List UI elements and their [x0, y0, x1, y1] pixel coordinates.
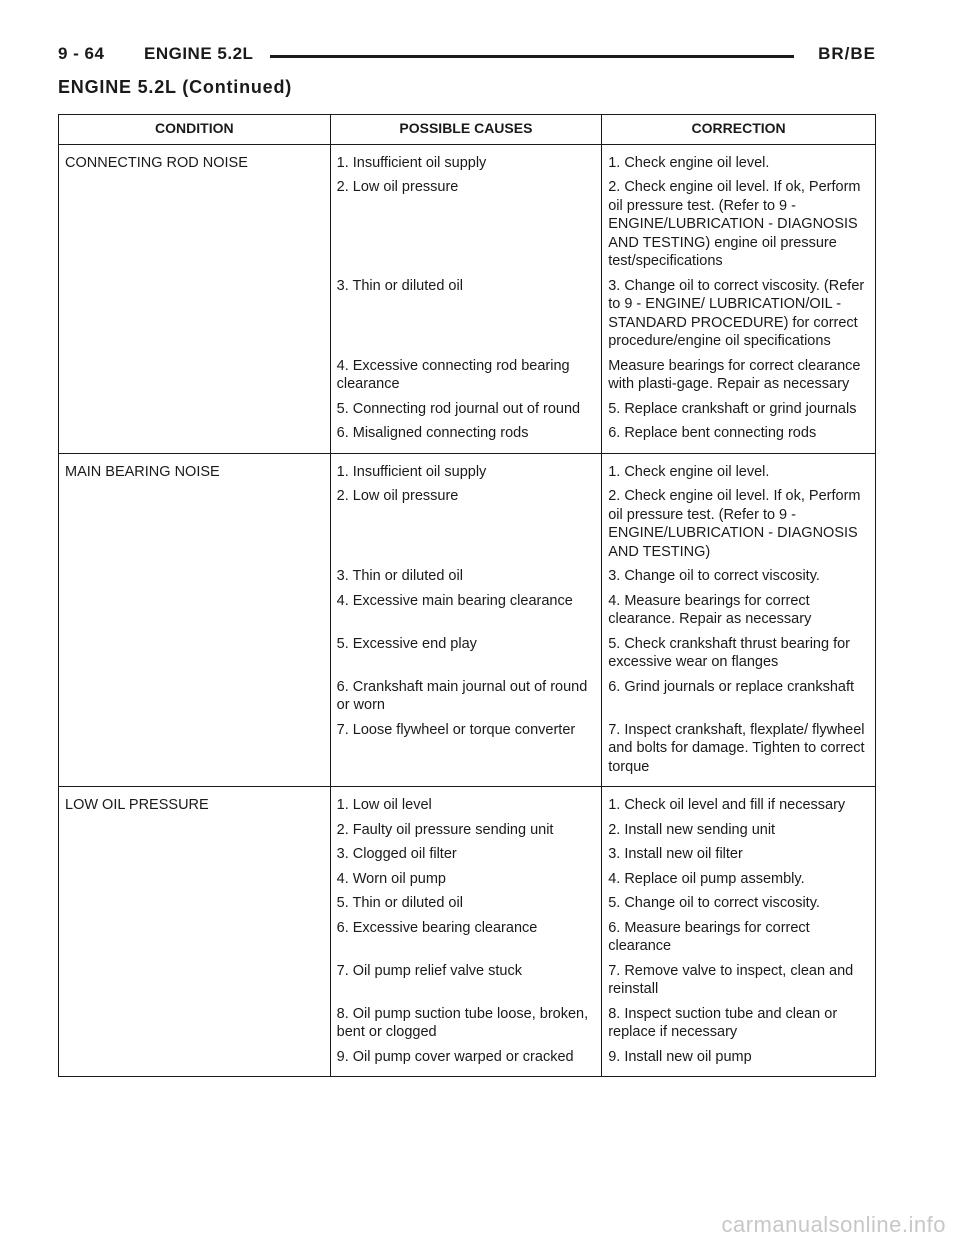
correction-cell: 7. Inspect crankshaft, flexplate/ flywheel and bolts for damage. Tighten to correct torque	[602, 718, 876, 787]
cause-cell: 3. Thin or diluted oil	[330, 564, 602, 589]
correction-cell: 1. Check oil level and fill if necessary	[602, 787, 876, 818]
condition-cell	[59, 175, 331, 274]
condition-cell: MAIN BEARING NOISE	[59, 453, 331, 484]
cause-cell: 4. Worn oil pump	[330, 867, 602, 892]
correction-cell: 2. Check engine oil level. If ok, Perform oil pressure test. (Refer to 9 - ENGINE/LUBRICATION - DIAGNOSIS AND TESTING)	[602, 484, 876, 564]
condition-cell	[59, 718, 331, 787]
correction-cell: 4. Measure bearings for correct clearance. Repair as necessary	[602, 589, 876, 632]
page-header	[58, 44, 876, 74]
watermark: carmanualsonline.info	[721, 1212, 946, 1237]
correction-cell: 5. Check crankshaft thrust bearing for excessive wear on flanges	[602, 632, 876, 675]
correction-cell: 9. Install new oil pump	[602, 1045, 876, 1077]
table-row	[59, 632, 876, 675]
condition-cell	[59, 818, 331, 843]
condition-cell	[59, 421, 331, 453]
cause-cell: 9. Oil pump cover warped or cracked	[330, 1045, 602, 1077]
column-header-causes: POSSIBLE CAUSES	[330, 115, 602, 145]
correction-cell: 3. Install new oil filter	[602, 842, 876, 867]
condition-cell	[59, 916, 331, 959]
condition-cell	[59, 867, 331, 892]
table-row	[59, 175, 876, 274]
table-row	[59, 675, 876, 718]
correction-cell: 1. Check engine oil level.	[602, 144, 876, 175]
diagnosis-table	[58, 114, 876, 1077]
condition-cell	[59, 842, 331, 867]
cause-cell: 5. Excessive end play	[330, 632, 602, 675]
cause-cell: 5. Thin or diluted oil	[330, 891, 602, 916]
table-row	[59, 354, 876, 397]
correction-cell: 6. Measure bearings for correct clearance	[602, 916, 876, 959]
condition-cell	[59, 675, 331, 718]
correction-cell: Measure bearings for correct clearance with plasti-gage. Repair as necessary	[602, 354, 876, 397]
column-header-correction: CORRECTION	[602, 115, 876, 145]
condition-cell	[59, 959, 331, 1002]
table-row	[59, 787, 876, 818]
correction-cell: 3. Change oil to correct viscosity. (Refer to 9 - ENGINE/ LUBRICATION/OIL - STANDARD PROCEDURE) for correct procedure/engine oil specifications	[602, 274, 876, 354]
condition-cell: LOW OIL PRESSURE	[59, 787, 331, 818]
cause-cell: 5. Connecting rod journal out of round	[330, 397, 602, 422]
cause-cell: 7. Loose flywheel or torque converter	[330, 718, 602, 787]
correction-cell: 2. Install new sending unit	[602, 818, 876, 843]
condition-cell	[59, 397, 331, 422]
page-number: 9 - 64	[58, 44, 105, 63]
header-rule	[270, 55, 794, 58]
condition-cell	[59, 589, 331, 632]
correction-cell: 8. Inspect suction tube and clean or replace if necessary	[602, 1002, 876, 1045]
table-row	[59, 1045, 876, 1077]
cause-cell: 7. Oil pump relief valve stuck	[330, 959, 602, 1002]
condition-cell	[59, 632, 331, 675]
table-row	[59, 891, 876, 916]
correction-cell: 6. Replace bent connecting rods	[602, 421, 876, 453]
table-row	[59, 718, 876, 787]
condition-cell	[59, 484, 331, 564]
table-row	[59, 1002, 876, 1045]
correction-cell: 6. Grind journals or replace crankshaft	[602, 675, 876, 718]
cause-cell: 1. Insufficient oil supply	[330, 144, 602, 175]
condition-cell	[59, 891, 331, 916]
table-row	[59, 274, 876, 354]
table-row	[59, 867, 876, 892]
cause-cell: 2. Low oil pressure	[330, 175, 602, 274]
cause-cell: 4. Excessive connecting rod bearing clearance	[330, 354, 602, 397]
correction-cell: 5. Change oil to correct viscosity.	[602, 891, 876, 916]
cause-cell: 1. Low oil level	[330, 787, 602, 818]
cause-cell: 3. Thin or diluted oil	[330, 274, 602, 354]
table-row	[59, 421, 876, 453]
table-header-row	[59, 115, 876, 145]
condition-cell	[59, 564, 331, 589]
correction-cell: 2. Check engine oil level. If ok, Perform oil pressure test. (Refer to 9 - ENGINE/LUBRICATION - DIAGNOSIS AND TESTING) engine oil pressure test/specifications	[602, 175, 876, 274]
table-body	[59, 144, 876, 1077]
cause-cell: 1. Insufficient oil supply	[330, 453, 602, 484]
correction-cell: 7. Remove valve to inspect, clean and reinstall	[602, 959, 876, 1002]
cause-cell: 6. Crankshaft main journal out of round or worn	[330, 675, 602, 718]
correction-cell: 4. Replace oil pump assembly.	[602, 867, 876, 892]
table-row	[59, 484, 876, 564]
table-row	[59, 589, 876, 632]
table-row	[59, 842, 876, 867]
cause-cell: 6. Misaligned connecting rods	[330, 421, 602, 453]
table-row	[59, 144, 876, 175]
cause-cell: 4. Excessive main bearing clearance	[330, 589, 602, 632]
condition-cell	[59, 1002, 331, 1045]
cause-cell: 3. Clogged oil filter	[330, 842, 602, 867]
cause-cell: 6. Excessive bearing clearance	[330, 916, 602, 959]
cause-cell: 8. Oil pump suction tube loose, broken, bent or clogged	[330, 1002, 602, 1045]
cause-cell: 2. Faulty oil pressure sending unit	[330, 818, 602, 843]
column-header-condition: CONDITION	[59, 115, 331, 145]
table-row	[59, 397, 876, 422]
table-row	[59, 916, 876, 959]
condition-cell	[59, 1045, 331, 1077]
table-row	[59, 818, 876, 843]
table-row	[59, 564, 876, 589]
condition-cell: CONNECTING ROD NOISE	[59, 144, 331, 175]
cause-cell: 2. Low oil pressure	[330, 484, 602, 564]
correction-cell: 1. Check engine oil level.	[602, 453, 876, 484]
correction-cell: 3. Change oil to correct viscosity.	[602, 564, 876, 589]
section-subtitle: ENGINE 5.2L (Continued)	[58, 77, 293, 97]
condition-cell	[59, 354, 331, 397]
header-title: ENGINE 5.2L	[144, 44, 254, 63]
correction-cell: 5. Replace crankshaft or grind journals	[602, 397, 876, 422]
condition-cell	[59, 274, 331, 354]
model-code: BR/BE	[818, 44, 876, 63]
table-row	[59, 959, 876, 1002]
table-row	[59, 453, 876, 484]
